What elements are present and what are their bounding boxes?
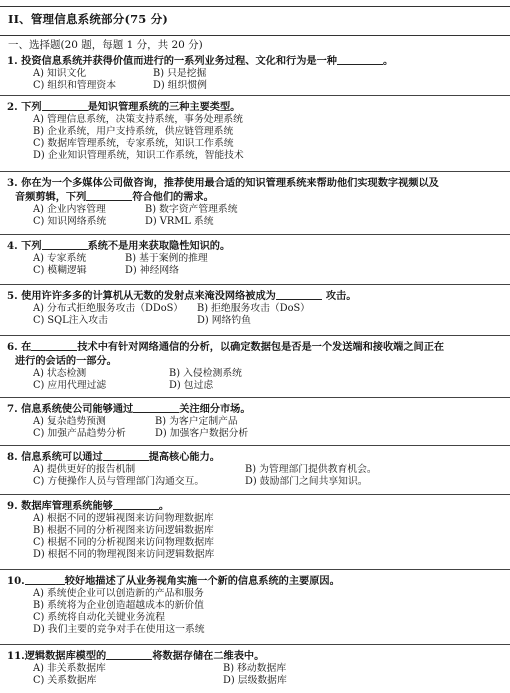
option-d: D) 组织惯例 [153, 80, 207, 91]
question-9 [7, 499, 504, 561]
question-8 [7, 450, 504, 488]
option-b: B) 企业系统，用户支持系统，供应链管理系统 [33, 126, 234, 137]
option-c: C) 数据库管理系统，专家系统，知识工作系统 [33, 138, 234, 149]
option-b: B) 数字资产管理系统 [145, 204, 238, 215]
divider [0, 397, 510, 398]
question-stem: 1. 投资信息系统并获得价值而进行的一系列业务过程、文化和行为是一种 。 [7, 55, 394, 67]
divider [0, 171, 510, 172]
question-10 [7, 574, 504, 636]
answer-blank [31, 341, 77, 351]
part-heading: 一、选择题(20 题，每题 1 分，共 20 分) [8, 39, 203, 51]
divider [0, 569, 510, 570]
question-stem: 6. 在 技术中有针对网络通信的分析，以确定数据包是否是一个发送端和接收端之间正在 进行的会话的一部分。 [7, 341, 445, 367]
option-a: A) 分布式拒绝服务攻击（DDoS） [33, 303, 184, 314]
divider [0, 494, 510, 495]
question-6 [7, 340, 504, 392]
option-c: C) 系统将自动化关键业务流程 [33, 612, 165, 623]
option-c: C) SQL注入攻击 [33, 315, 108, 326]
answer-blank [86, 191, 132, 201]
option-b: B) 为管理部门提供教育机会。 [245, 464, 377, 475]
option-c: C) 应用代理过滤 [33, 380, 107, 391]
answer-blank [106, 650, 152, 660]
option-a: A) 非关系数据库 [33, 663, 106, 674]
divider [0, 335, 510, 336]
option-d: D) 加强客户数据分析 [155, 428, 249, 439]
option-b: B) 基于案例的推理 [125, 253, 208, 264]
answer-blank [133, 403, 179, 413]
question-7 [7, 402, 504, 440]
option-c: C) 关系数据库 [33, 675, 97, 686]
divider [0, 644, 510, 645]
option-c: C) 方便操作人员与管理部门沟通交互。 [33, 476, 205, 487]
option-b: B) 入侵检测系统 [169, 368, 242, 379]
question-stem: 9. 数据库管理系统能够 。 [7, 500, 170, 512]
question-stem: 3. 你在为一个多媒体公司做咨询，推荐使用最合适的知识管理系统来帮助他们实现数字视频以及 音频剪辑，下列 符合他们的需求。 [7, 177, 439, 203]
answer-blank [337, 55, 383, 65]
question-4 [7, 239, 504, 277]
section-title: II、管理信息系统部分(75 分) [8, 12, 169, 26]
option-a: A) 复杂趋势预测 [33, 416, 106, 427]
divider [0, 234, 510, 235]
section-rule [0, 35, 510, 36]
option-a: A) 管理信息系统，决策支持系统，事务处理系统 [33, 114, 243, 125]
option-a: A) 系统使企业可以创造新的产品和服务 [33, 588, 204, 599]
option-d: D) 网络钓鱼 [197, 315, 251, 326]
option-c: C) 模糊逻辑 [33, 265, 87, 276]
option-b: B) 只是挖掘 [153, 68, 207, 79]
divider [0, 95, 510, 96]
option-a: A) 企业内容管理 [33, 204, 106, 215]
option-d: D) 根据不同的物理视图来访问逻辑数据库 [33, 549, 215, 560]
question-1 [7, 54, 504, 92]
option-b: B) 移动数据库 [223, 663, 287, 674]
question-stem: 10. 较好地描述了从业务视角实施一个新的信息系统的主要原因。 [7, 575, 340, 587]
question-stem: 4. 下列 系统不是用来获取隐性知识的。 [7, 240, 231, 252]
answer-blank [42, 240, 88, 250]
question-2 [7, 100, 504, 162]
divider [0, 445, 510, 446]
option-d: D) VRML 系统 [145, 216, 214, 227]
option-d: D) 企业知识管理系统，知识工作系统，智能技术 [33, 150, 244, 161]
question-stem: 11.逻辑数据库模型的 将数据存储在二维表中。 [7, 650, 265, 662]
question-5 [7, 289, 504, 327]
question-stem: 5. 使用许许多多的计算机从无数的发射点来淹没网络被成为 攻击。 [7, 290, 357, 302]
answer-blank [113, 500, 159, 510]
option-d: D) 鼓励部门之间共享知识。 [245, 476, 368, 487]
divider [0, 284, 510, 285]
question-3 [7, 176, 504, 228]
top-rule [0, 6, 510, 7]
option-c: C) 根据不同的分析视图来访问物理数据库 [33, 537, 214, 548]
answer-blank [276, 290, 322, 300]
answer-blank [25, 575, 65, 585]
option-d: D) 我们主要的竞争对手在使用这一系统 [33, 624, 205, 635]
question-11 [7, 649, 504, 687]
option-b: B) 系统将为企业创造超越成本的新价值 [33, 600, 204, 611]
question-stem: 2. 下列 是知识管理系统的三种主要类型。 [7, 101, 241, 113]
option-a: A) 提供更好的报告机制 [33, 464, 136, 475]
option-b: B) 根据不同的分析视图来访问逻辑数据库 [33, 525, 214, 536]
answer-blank [42, 101, 88, 111]
option-d: D) 包过虑 [169, 380, 214, 391]
option-a: A) 专家系统 [33, 253, 87, 264]
option-a: A) 状态检测 [33, 368, 87, 379]
option-c: C) 加强产品趋势分析 [33, 428, 126, 439]
option-d: D) 神经网络 [125, 265, 179, 276]
option-a: A) 知识文化 [33, 68, 87, 79]
option-d: D) 层级数据库 [223, 675, 287, 686]
option-b: B) 为客户定制产品 [155, 416, 238, 427]
option-c: C) 组织和管理资本 [33, 80, 117, 91]
question-stem: 7. 信息系统使公司能够通过 关注细分市场。 [7, 403, 251, 415]
answer-blank [103, 451, 149, 461]
option-b: B) 拒绝服务攻击（DoS） [197, 303, 310, 314]
question-stem: 8. 信息系统可以通过 提高核心能力。 [7, 451, 220, 463]
option-c: C) 知识网络系统 [33, 216, 107, 227]
option-a: A) 根据不同的逻辑视图来访问物理数据库 [33, 513, 214, 524]
